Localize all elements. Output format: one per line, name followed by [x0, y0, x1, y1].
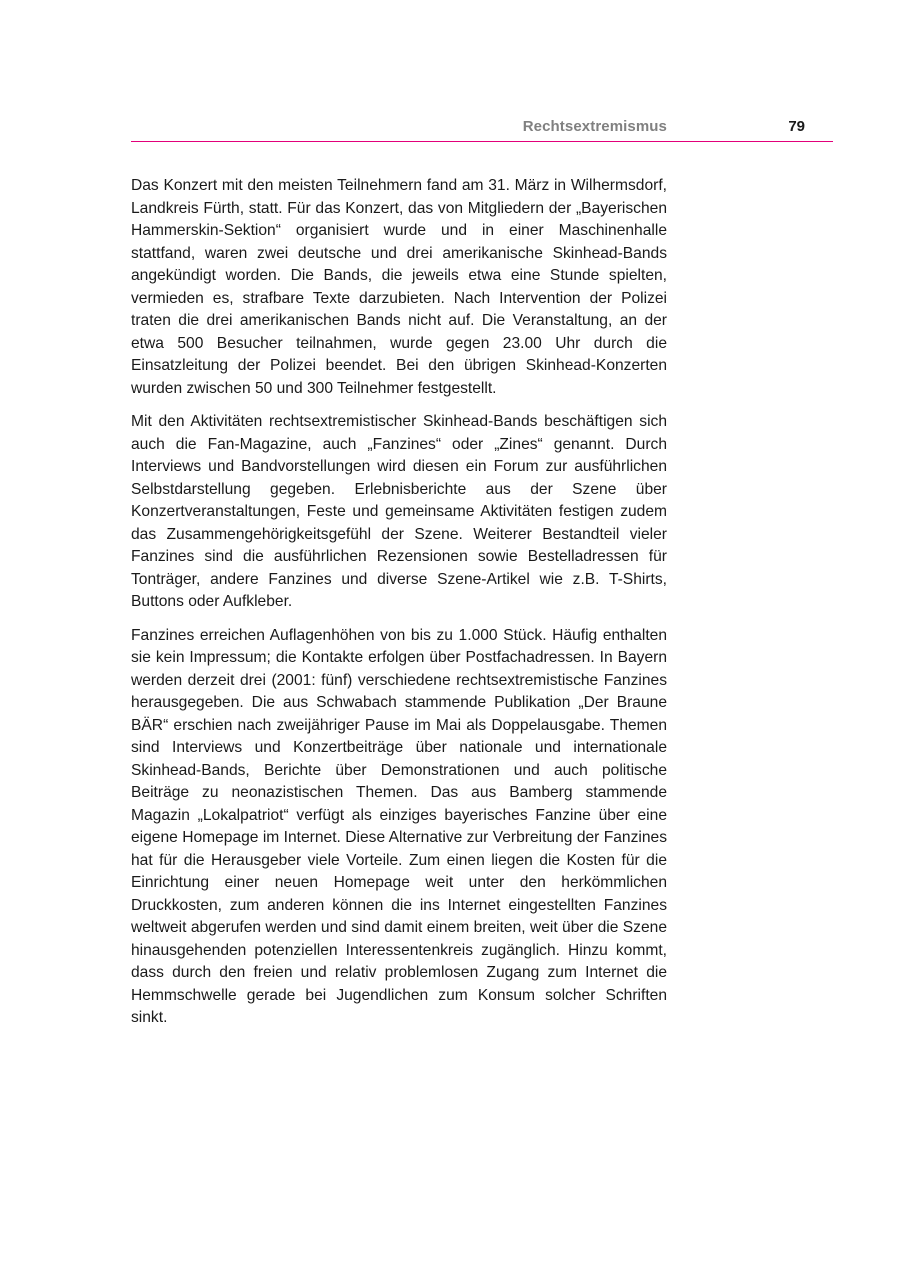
body-text: [131, 175, 667, 1041]
section-title: Rechtsextremismus: [522, 118, 667, 135]
paragraph-fanzines-circulation: Fanzines erreichen Auflagenhöhen von bis zu 1.000 Stück. Häufig enthalten sie kein Impressum; die Kontakte erfolgen über Postfachadressen. In Bayern werden derzeit drei (2001: fünf) verschiedene rechtsextremistische Fanzines herausgegeben. Die aus Schwabach stammende Publikation „Der Braune BÄR“ erschien nach zweijähriger Pause im Mai als Doppelausgabe. Themen sind Interviews und Konzertbeiträge über nationale und internationale Skinhead-Bands, Berichte über Demonstrationen und auch politische Beiträge zu neonazistischen Themen. Das aus Bamberg stammende Magazin „Lokalpatriot“ verfügt als einziges bayerisches Fanzine über eine eigene Homepage im Internet. Diese Alternative zur Verbreitung der Fanzines hat für die Herausgeber viele Vorteile. Zum einen liegen die Kosten für die Einrichtung einer neuen Homepage weit unter den herkömmlichen Druckkosten, zum anderen können die ins Internet eingestellten Fanzines weltweit abgerufen werden und sind damit einem breiten, weit über die Szene hinausgehenden potenziellen Interessentenkreis zugänglich. Hinzu kommt, dass durch den freien und relativ problemlosen Zugang zum Internet die Hemmschwelle gerade bei Jugendlichen zum Konsum solcher Schriften sinkt.: [131, 626, 667, 1026]
paragraph-concert: Das Konzert mit den meisten Teilnehmern fand am 31. März in Wilhermsdorf, Landkreis Fürth, statt. Für das Konzert, das von Mitgliedern der „Bayerischen Hammerskin-Sektion“ organisiert wurde und in einer Maschinenhalle stattfand, waren zwei deutsche und drei amerikanische Skinhead-Bands angekündigt worden. Die Bands, die jeweils etwa eine Stunde spielten, vermieden es, strafbare Texte darzubieten. Nach Intervention der Polizei traten die drei amerikanischen Bands nicht auf. Die Veranstaltung, an der etwa 500 Besucher teilnahmen, wurde gegen 23.00 Uhr durch die Einsatzleitung der Polizei beendet. Bei den übrigen Skinhead-Konzerten wurden zwischen 50 und 300 Teilnehmer festgestellt.: [131, 177, 667, 397]
paragraph-fanzines-intro: Mit den Aktivitäten rechtsextremistischer Skinhead-Bands beschäftigen sich auch die Fan-Magazine, auch „Fanzines“ oder „Zines“ genannt. Durch Interviews und Bandvorstellungen wird diesen ein Forum zur ausführlichen Selbstdarstellung gegeben. Erlebnisberichte aus der Szene über Konzertveranstaltungen, Feste und gemeinsame Aktivitäten festigen zudem das Zusammengehörigkeitsgefühl der Szene. Weiterer Bestandteil vieler Fanzines sind die ausführlichen Rezensionen sowie Bestelladressen für Tonträger, andere Fanzines und diverse Szene-Artikel wie z.B. T-Shirts, Buttons oder Aufkleber.: [131, 413, 667, 610]
page-number: 79: [788, 118, 805, 135]
running-header: [131, 118, 833, 140]
header-rule: [131, 141, 833, 142]
